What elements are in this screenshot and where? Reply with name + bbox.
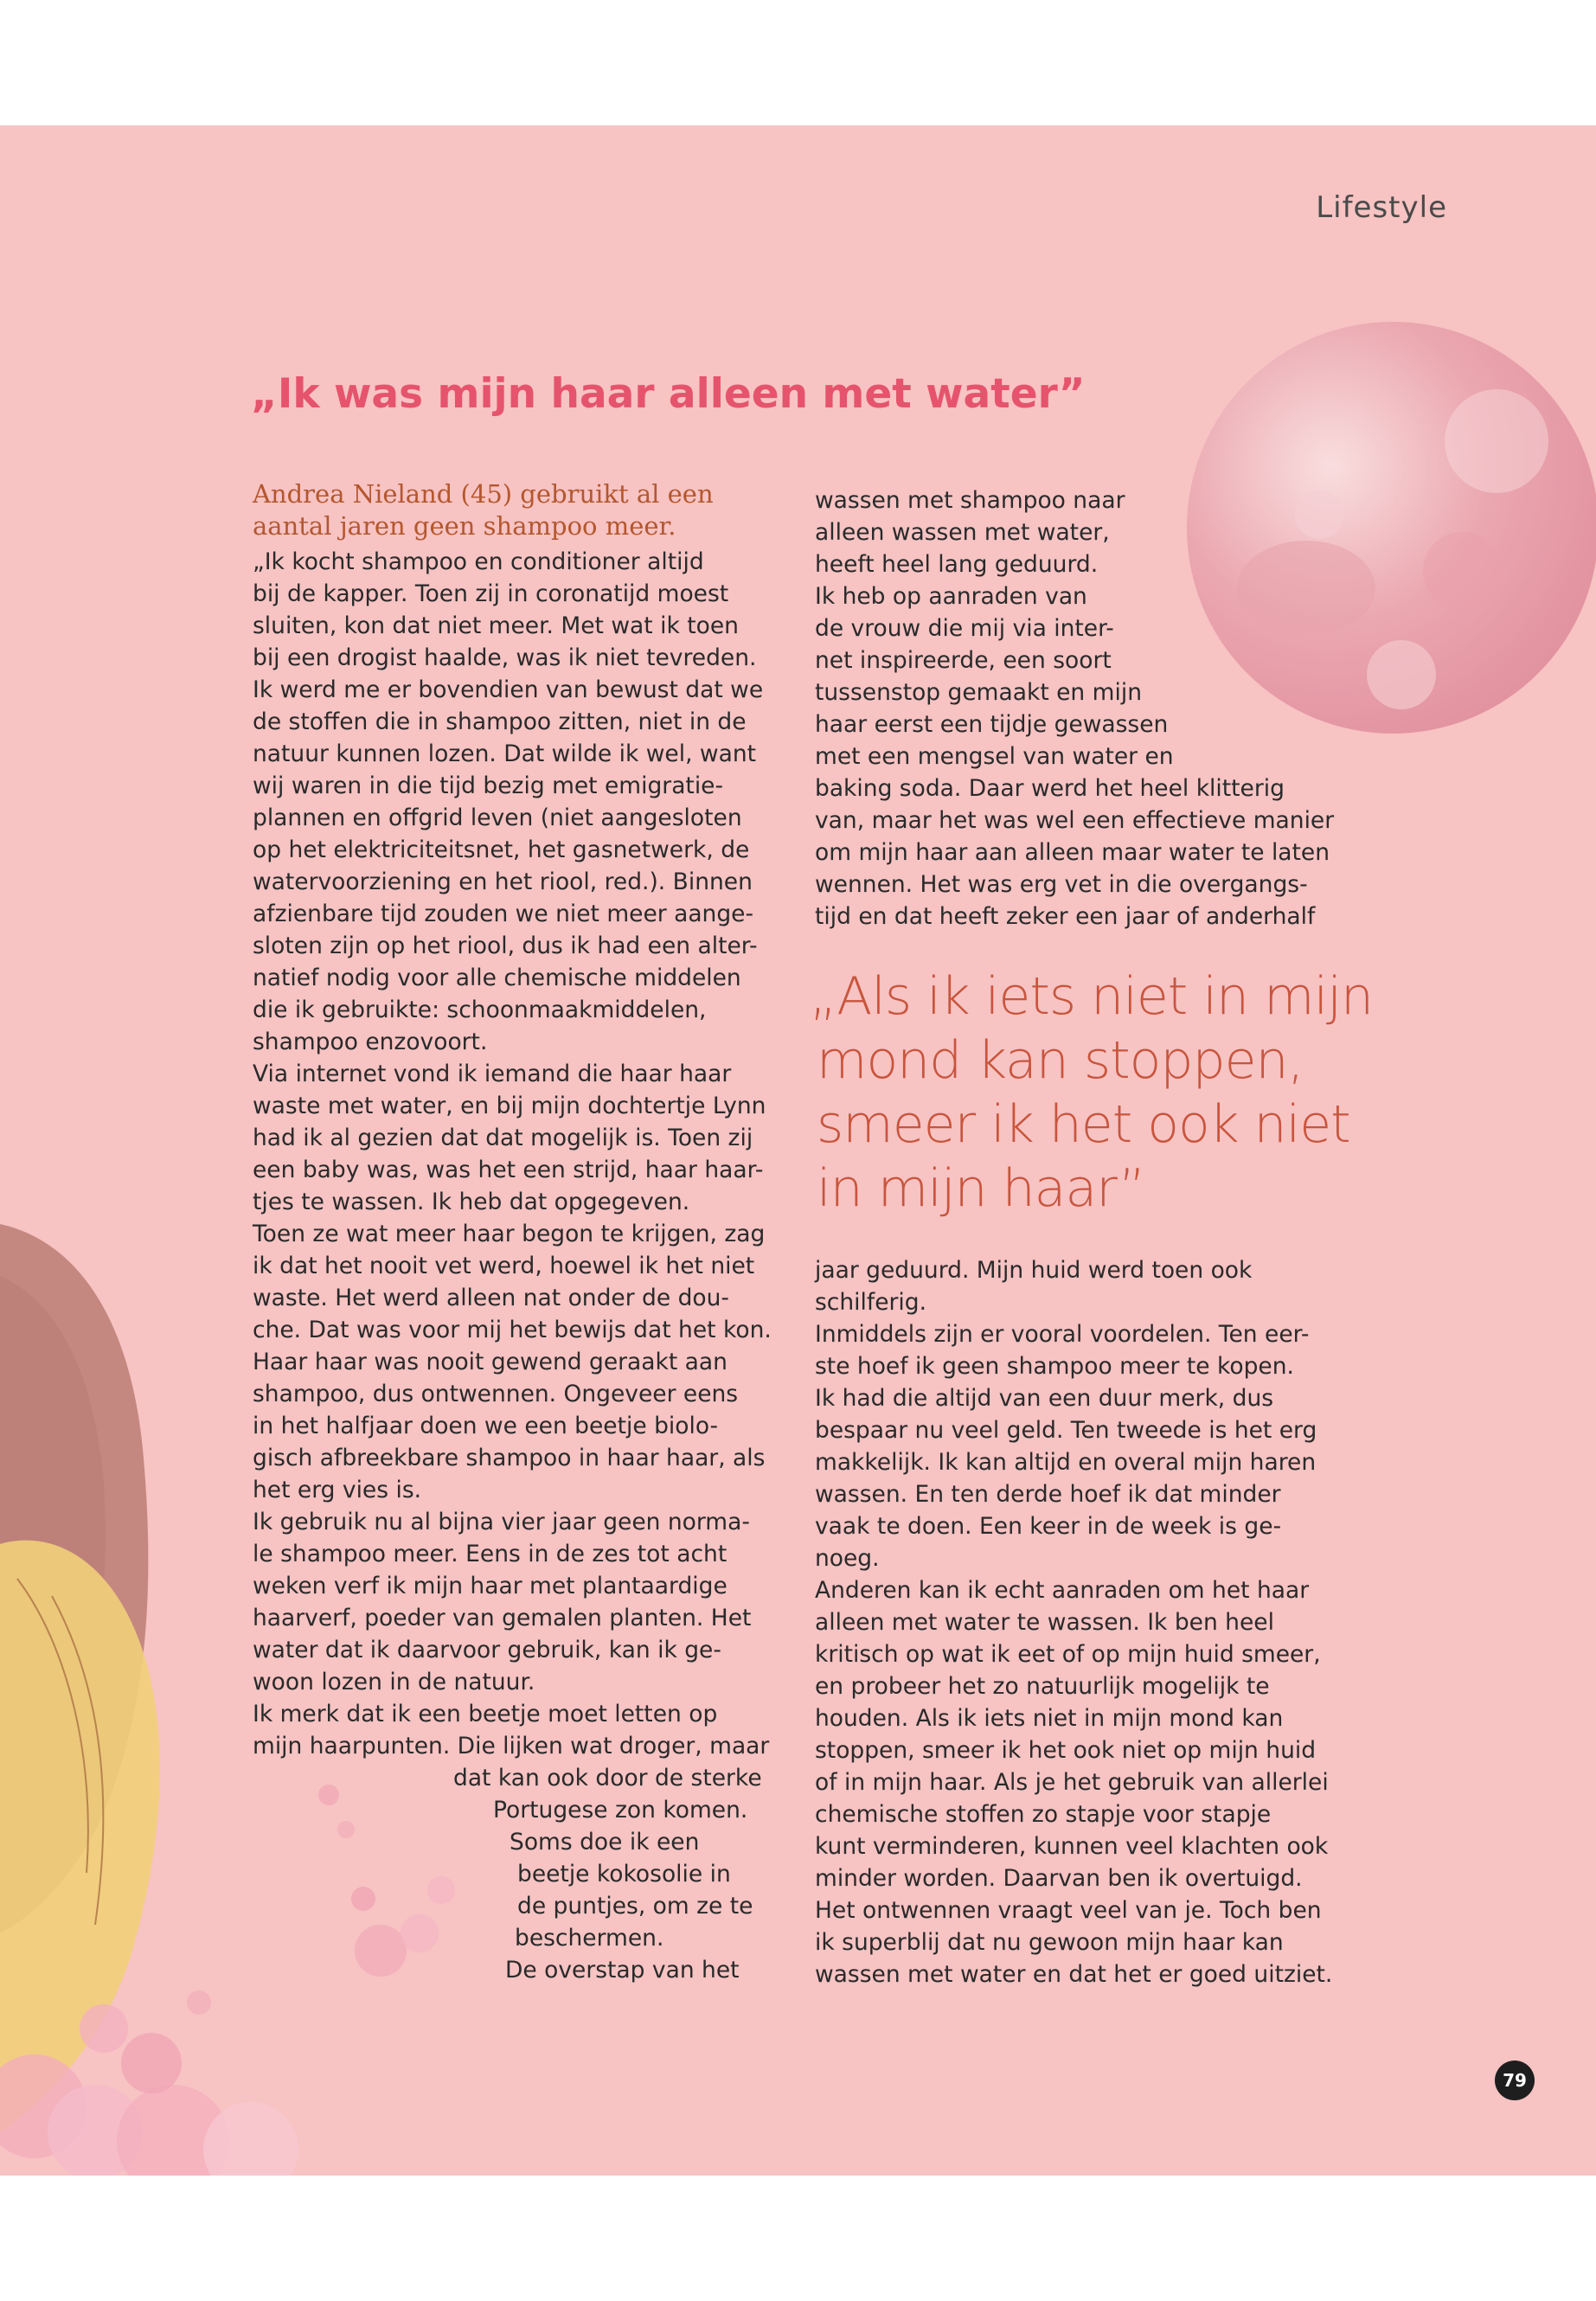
- body-text-line: waste met water, en bij mijn dochtertje Lynn: [253, 1093, 766, 1119]
- body-text-line: had ik al gezien dat dat mogelijk is. Toen zij: [253, 1125, 753, 1151]
- body-text-line: shampoo, dus ontwennen. Ongeveer eens: [253, 1381, 739, 1407]
- body-text-line: weken verf ik mijn haar met plantaardige: [253, 1573, 727, 1599]
- body-text-line: wassen met shampoo naar: [815, 487, 1125, 514]
- body-text-line: bij een drogist haalde, was ik niet tevreden.: [253, 644, 757, 671]
- body-text-line: alleen wassen met water,: [815, 519, 1110, 546]
- article-intro: Andrea Nieland (45) gebruikt al een aantal jaren geen shampoo meer.: [253, 479, 714, 541]
- body-text-line: Ik had die altijd van een duur merk, dus: [815, 1385, 1274, 1412]
- body-text-line: kritisch op wat ik eet of op mijn huid smeer,: [815, 1641, 1321, 1668]
- body-text-line: wennen. Het was erg vet in die overgangs-: [815, 871, 1308, 898]
- body-text-line: afzienbare tijd zouden we niet meer aange-: [253, 901, 754, 927]
- body-text-line: net inspireerde, een soort: [815, 647, 1112, 674]
- body-text-line: ik dat het nooit vet werd, hoewel ik het niet: [253, 1253, 755, 1279]
- body-text-line: vaak te doen. Een keer in de week is ge-: [815, 1513, 1282, 1540]
- magazine-page: [0, 125, 1596, 2176]
- body-column-left: [253, 546, 772, 1986]
- body-text-line: schilferig.: [815, 1289, 927, 1316]
- body-text-line: stoppen, smeer ik het ook niet op mijn huid: [815, 1737, 1317, 1764]
- body-text-line: en probeer het zo natuurlijk mogelijk te: [815, 1673, 1270, 1700]
- body-text-line: bij de kapper. Toen zij in coronatijd moest: [253, 580, 729, 607]
- pull-quote-line: smeer ik het ook niet: [817, 1094, 1350, 1155]
- body-text-line: Portugese zon komen.: [493, 1797, 748, 1823]
- body-text-line: haarverf, poeder van gemalen planten. Het: [253, 1605, 752, 1631]
- body-text-line: Ik heb op aanraden van: [815, 583, 1087, 610]
- body-text-line: ste hoef ik geen shampoo meer te kopen.: [815, 1353, 1294, 1380]
- body-text-line: Inmiddels zijn er vooral voordelen. Ten eer-: [815, 1321, 1310, 1348]
- body-text-line: wassen met water en dat het er goed uitziet.: [815, 1961, 1333, 1988]
- body-text-line: baking soda. Daar werd het heel klitterig: [815, 775, 1285, 802]
- body-text-line: met een mengsel van water en: [815, 743, 1174, 770]
- page-number: 79: [1495, 2061, 1535, 2100]
- body-text-line: gisch afbreekbare shampoo in haar haar, als: [253, 1445, 766, 1471]
- body-text-line: haar eerst een tijdje gewassen: [815, 711, 1169, 738]
- body-text-line: van, maar het was wel een effectieve manier: [815, 807, 1335, 834]
- body-text-line: Ik werd me er bovendien van bewust dat we: [253, 676, 764, 703]
- body-text-line: sloten zijn op het riool, dus ik had een alter-: [253, 933, 758, 959]
- body-text-line: woon lozen in de natuur.: [253, 1669, 535, 1695]
- body-text-line: jaar geduurd. Mijn huid werd toen ook: [815, 1257, 1253, 1284]
- body-text-line: wassen. En ten derde hoef ik dat minder: [815, 1481, 1281, 1508]
- body-text-line: noeg.: [815, 1545, 880, 1572]
- body-column-right-top: [815, 484, 1334, 933]
- body-text-line: beschermen.: [515, 1925, 664, 1952]
- body-text-line: waste. Het werd alleen nat onder de dou-: [253, 1285, 729, 1311]
- body-text-line: beetje kokosolie in: [517, 1861, 731, 1888]
- body-text-line: tijd en dat heeft zeker een jaar of anderhalf: [815, 903, 1316, 930]
- body-text-line: minder worden. Daarvan ben ik overtuigd.: [815, 1865, 1303, 1892]
- body-text-line: om mijn haar aan alleen maar water te laten: [815, 839, 1330, 866]
- section-label: Lifestyle: [1316, 190, 1447, 225]
- body-text-line: tussenstop gemaakt en mijn: [815, 679, 1142, 706]
- body-text-line: tjes te wassen. Ik heb dat opgegeven.: [253, 1189, 690, 1215]
- body-text-line: dat kan ook door de sterke: [453, 1765, 762, 1791]
- body-text-line: die ik gebruikte: schoonmaakmiddelen,: [253, 997, 707, 1023]
- body-text-line: chemische stoffen zo stapje voor stapje: [815, 1801, 1272, 1828]
- body-text-line: Ik gebruik nu al bijna vier jaar geen norma-: [253, 1509, 750, 1535]
- body-text-line: Via internet vond ik iemand die haar haar: [253, 1061, 732, 1087]
- body-text-line: de stoffen die in shampoo zitten, niet in de: [253, 708, 747, 735]
- body-text-line: het erg vies is.: [253, 1477, 422, 1503]
- body-text-line: of in mijn haar. Als je het gebruik van allerlei: [815, 1769, 1329, 1796]
- body-text-line: Anderen kan ik echt aanraden om het haar: [815, 1577, 1310, 1604]
- body-text-line: shampoo enzovoort.: [253, 1029, 488, 1055]
- body-text-line: alleen met water te wassen. Ik ben heel: [815, 1609, 1274, 1636]
- body-text-line: de puntjes, om ze te: [517, 1893, 753, 1920]
- pull-quote-line: mond kan stoppen,: [817, 1030, 1304, 1091]
- body-text-line: Toen ze wat meer haar begon te krijgen, zag: [253, 1221, 766, 1247]
- body-text-line: natuur kunnen lozen. Dat wilde ik wel, want: [253, 740, 757, 767]
- body-text-line: le shampoo meer. Eens in de zes tot acht: [253, 1541, 727, 1567]
- body-text-line: Soms doe ik een: [510, 1829, 700, 1856]
- pull-quote-line: in mijn haar”: [817, 1158, 1145, 1219]
- body-text-line: plannen en offgrid leven (niet aangesloten: [253, 804, 742, 831]
- body-text-line: houden. Als ik iets niet in mijn mond kan: [815, 1705, 1284, 1732]
- body-text-line: op het elektriciteitsnet, het gasnetwerk, de: [253, 836, 750, 863]
- body-text-line: Haar haar was nooit gewend geraakt aan: [253, 1349, 727, 1375]
- body-text-line: een baby was, was het een strijd, haar haar-: [253, 1157, 764, 1183]
- body-text-line: natief nodig voor alle chemische middelen: [253, 965, 741, 991]
- body-text-line: wij waren in die tijd bezig met emigratie-: [253, 772, 724, 799]
- body-text-line: in het halfjaar doen we een beetje biolo-: [253, 1413, 719, 1439]
- body-text-line: ik superblij dat nu gewoon mijn haar kan: [815, 1929, 1284, 1956]
- body-text-line: kunt verminderen, kunnen veel klachten ook: [815, 1833, 1329, 1860]
- body-text-line: che. Dat was voor mij het bewijs dat het kon.: [253, 1317, 772, 1343]
- body-text-line: „Ik kocht shampoo en conditioner altijd: [253, 548, 704, 575]
- body-text-line: bespaar nu veel geld. Ten tweede is het erg: [815, 1417, 1317, 1444]
- body-text-line: Ik merk dat ik een beetje moet letten op: [253, 1701, 718, 1727]
- body-text-line: De overstap van het: [505, 1957, 740, 1984]
- pull-quote: [810, 965, 1373, 1221]
- body-column-right-bottom: [815, 1254, 1332, 1990]
- body-text-line: watervoorziening en het riool, red.). Binnen: [253, 868, 753, 895]
- body-text-line: heeft heel lang geduurd.: [815, 551, 1099, 578]
- body-text-line: sluiten, kon dat niet meer. Met wat ik toen: [253, 612, 739, 639]
- article-headline: „Ik was mijn haar alleen met water”: [251, 370, 1086, 418]
- body-text-line: de vrouw die mij via inter-: [815, 615, 1114, 642]
- body-text-line: Het ontwennen vraagt veel van je. Toch ben: [815, 1897, 1322, 1924]
- body-text-line: makkelijk. Ik kan altijd en overal mijn haren: [815, 1449, 1317, 1476]
- pull-quote-line: „Als ik iets niet in mijn: [810, 966, 1373, 1027]
- body-text-line: mijn haarpunten. Die lijken wat droger, maar: [253, 1733, 770, 1759]
- body-text-line: water dat ik daarvoor gebruik, kan ik ge-: [253, 1637, 721, 1663]
